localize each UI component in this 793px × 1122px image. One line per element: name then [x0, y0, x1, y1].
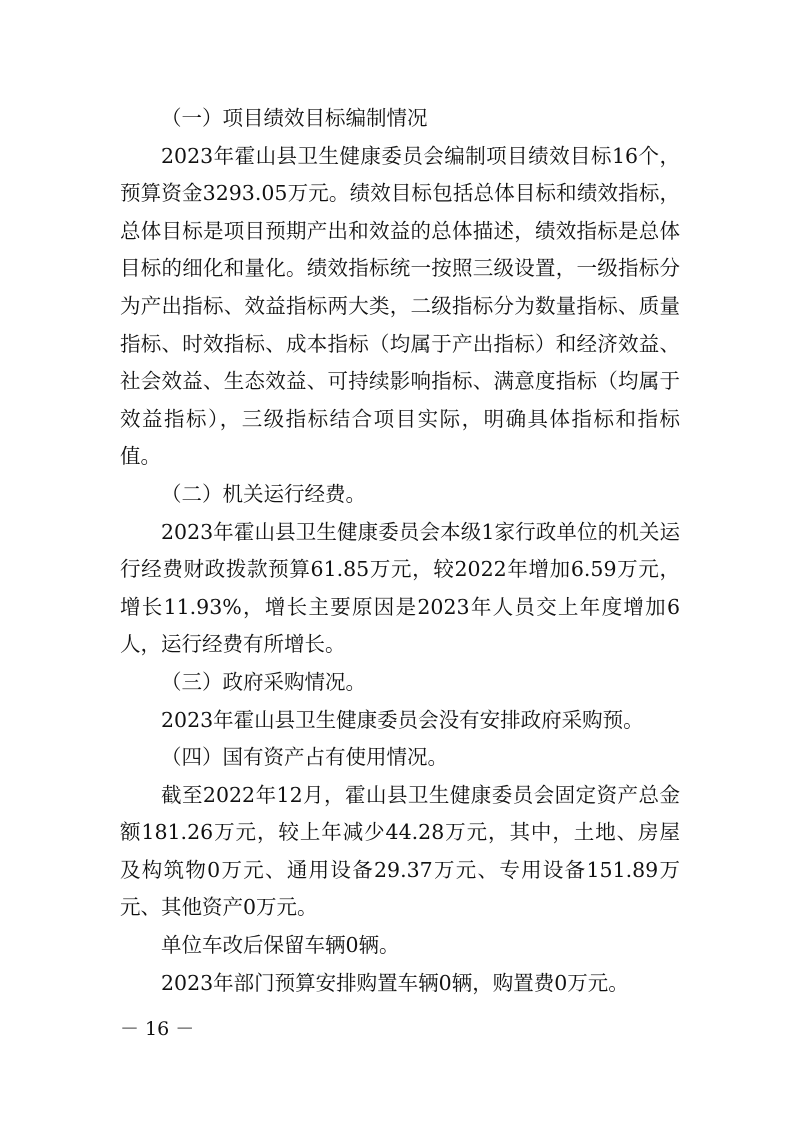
- section-heading-performance-targets: （一）项目绩效目标编制情况: [161, 106, 428, 130]
- paragraph-vehicles-retained: 单位车改后保留车辆0辆。: [161, 933, 400, 958]
- section-heading-state-assets: （四）国有资产占有使用情况。: [161, 745, 448, 770]
- section-heading-operating-expenses: （二）机关运行经费。: [161, 481, 366, 506]
- paragraph-operating-expenses: 2023年霍山县卫生健康委员会本级1家行政单位的机关运行经费财政拨款预算61.85万元，较2022年增加6.59万元，增长11.93%，增长主要原因是2023年人员交上年度增加6人，运行经费有所增长。: [120, 519, 680, 657]
- paragraph-government-procurement: 2023年霍山县卫生健康委员会没有安排政府采购预。: [161, 707, 644, 732]
- paragraph-vehicle-purchase: 2023年部门预算安排购置车辆0辆，购置费0万元。: [161, 970, 629, 995]
- paragraph-performance-targets: 2023年霍山县卫生健康委员会编制项目绩效目标16个，预算资金3293.05万元。绩效目标包括总体目标和绩效指标，总体目标是项目预期产出和效益的总体描述，绩效指标是总体目标的细化和量化。绩效指标统一按照三级设置，一级指标分为产出指标、效益指标两大类，二级指标分为数量指标、质量指标、时效指标、成本指标（均属于产出指标）和经济效益、社会效益、生态效益、可持续影响指标、满意度指标（均属于效益指标），三级指标结合项目实际，明确具体指标和指标值。: [120, 143, 680, 469]
- section-heading-government-procurement: （三）政府采购情况。: [161, 669, 366, 694]
- page-number: － 16 －: [120, 1018, 195, 1040]
- paragraph-state-assets: 截至2022年12月，霍山县卫生健康委员会固定资产总金额181.26万元，较上年减少44.28万元，其中，土地、房屋及构筑物0万元、通用设备29.37万元、专用设备151.89万元、其他资产0万元。: [120, 782, 680, 920]
- document-page: [120, 100, 680, 1002]
